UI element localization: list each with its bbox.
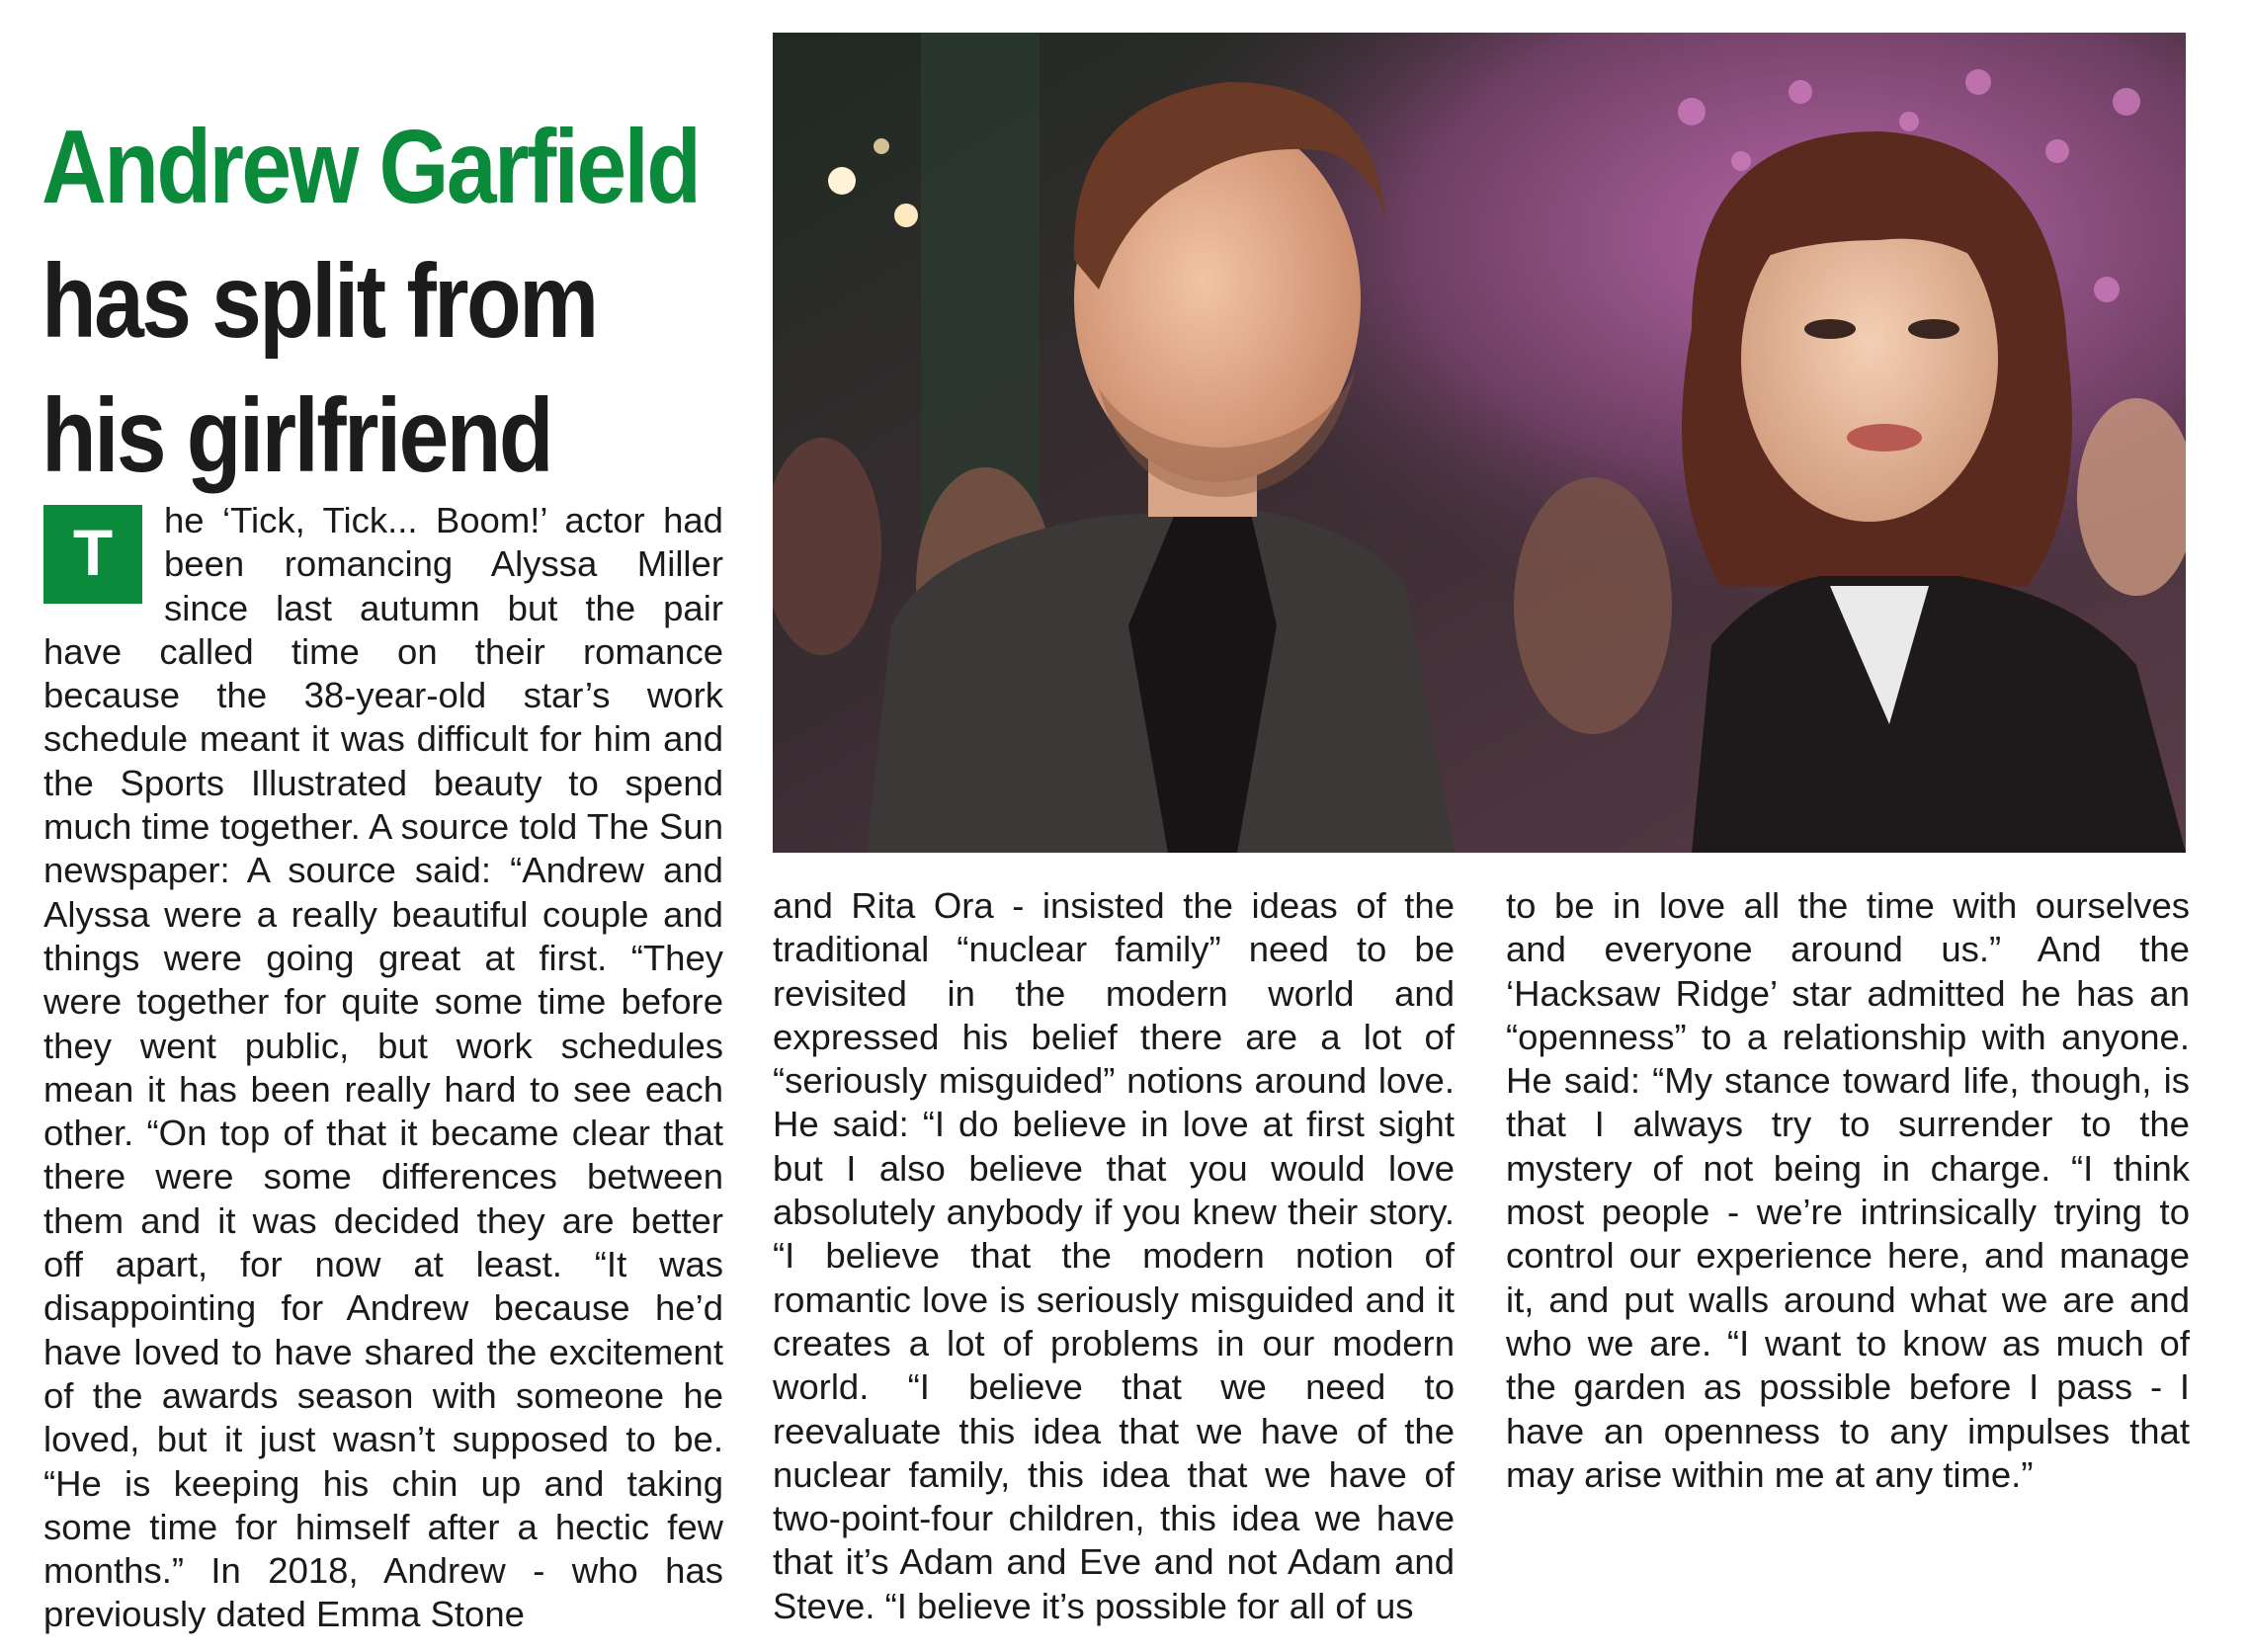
drop-cap: T bbox=[43, 505, 142, 604]
article-column-1 bbox=[43, 499, 723, 1637]
article-column-3: to be in love all the time with ourselves and everyone around us.” And the ‘Hacksaw Ridge’ star admitted he has an “openness” to a relationship with anyone. He said: “My stance toward life, though, is that I always try to surrender to the mystery of not being in charge. “I think most people - we’re intrinsically trying to control our experience here, and manage it, and put walls around what we are and who we are. “I want to know as much of the garden as possible before I pass - I have an openness to any impulses that may arise within me at any time.” bbox=[1506, 885, 2190, 1495]
article-column-2: and Rita Ora - insisted the ideas of the traditional “nuclear family” need to be revisited in the modern world and expressed his belief there are a lot of “seriously misguided” notions around love. He said: “I do believe in love at first sight but I also believe that you would love absolutely anybody if you knew their story. “I believe that the modern notion of romantic love is seriously misguided and it creates a lot of problems in our modern world. “I believe that we need to reevaluate this idea that we have of the nuclear family, this idea that we have of two-point-four children, this idea we have that it’s Adam and Eve and not Adam and Steve. “I believe it’s possible for all of us bbox=[773, 885, 1455, 1626]
article-photo bbox=[773, 33, 2186, 853]
headline-line-3: his girlfriend bbox=[42, 377, 551, 495]
article-column-1-text: he ‘Tick, Tick... Boom!’ actor had been romancing Alyssa Miller since last autumn but the pair have called time on their romance because the 38-year-old star’s work schedule meant it was difficult for him and the Sports Illustrated beauty to spend much time together. A source told The Sun newspaper: A source said: “Andrew and Alyssa were a really beautiful couple and things were going great at first. “They were together for quite some time before they went public, but work schedules mean it has been really hard to see each other. “On top of that it became clear that there were some differences between them and it was decided they are better off apart, for now at least. “It was disappointing for Andrew because he’d have loved to have shared the excitement of the awards season with someone he loved, but it just wasn’t supposed to be. “He is keeping his chin up and taking some time for himself after a hectic few months.” In 2018, Andrew - who has previously dated Emma Stone bbox=[43, 500, 723, 1635]
headline-line-1: Andrew Garfield bbox=[42, 109, 700, 226]
headline bbox=[42, 100, 700, 503]
headline-line-2: has split from bbox=[42, 243, 597, 361]
